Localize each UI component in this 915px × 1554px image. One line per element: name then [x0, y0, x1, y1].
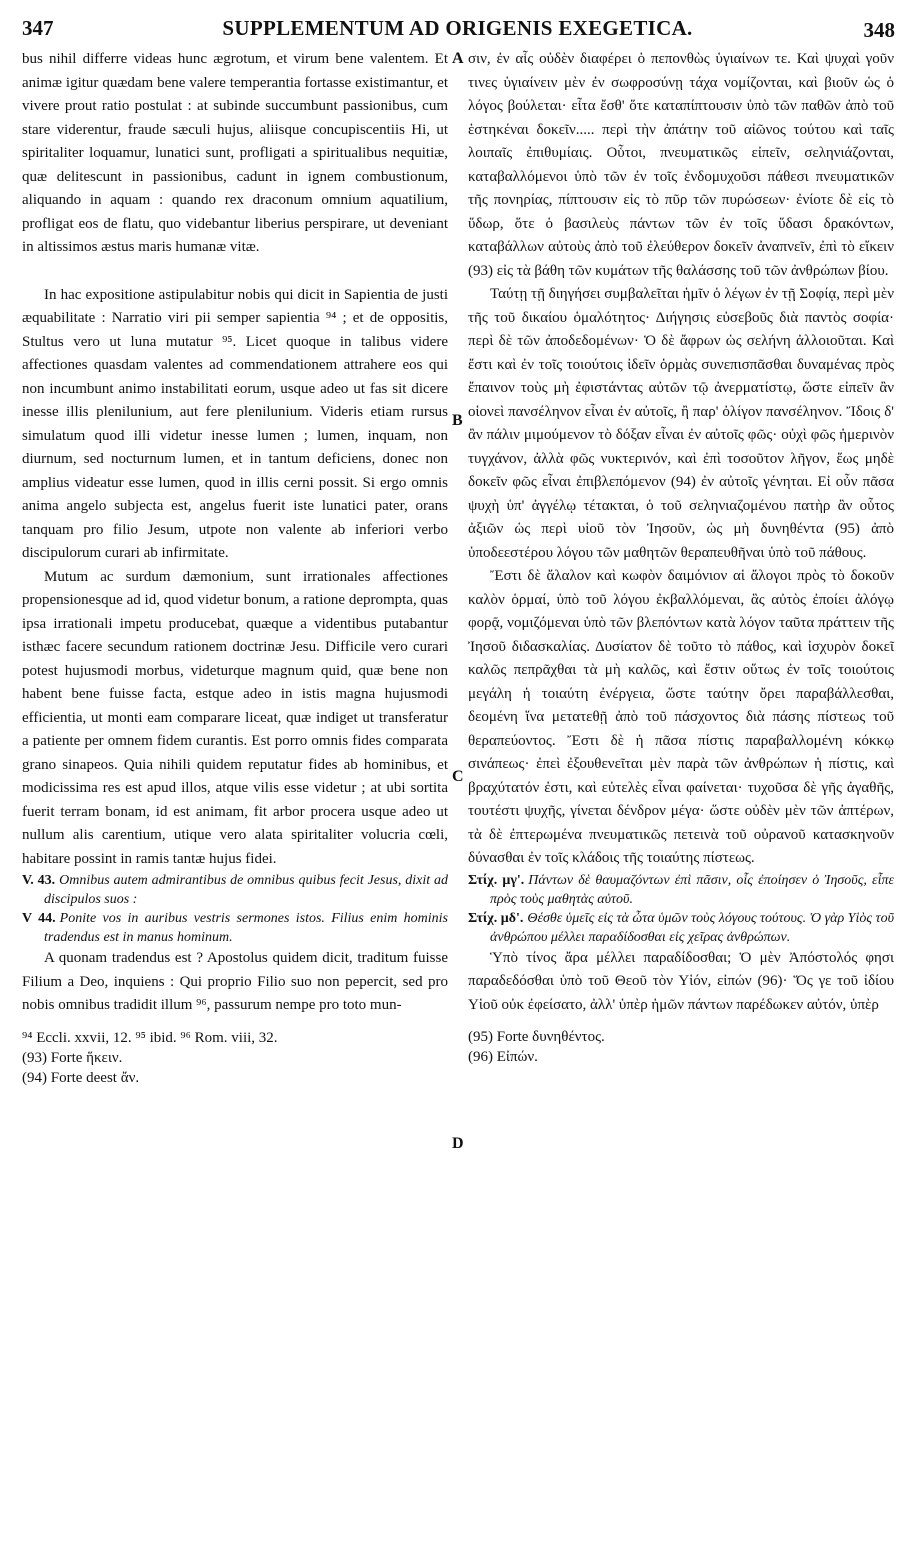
- greek-verse-44: [468, 909, 894, 947]
- greek-paragraph-1: σιν, ἐν αἷς οὐδὲν διαφέρει ὁ πεπονθὼς ὑγιαίνων τε. Καὶ ψυχαὶ γοῦν τινες ὑγιαίνειν μὲν ἐν σωφροσύνῃ τάχα νομίζονται, καὶ βιοῦν ὡς ὁ λόγος βούλεται· εἶτα ἔσθ' ὅτε καταπίπτουσιν ὑπὸ τῶν παθῶν ἀπὸ τοῦ ἑστηκέναι δοκεῖν..... περὶ τὴν ἀπάτην τοῦ αἰῶνος τούτου καὶ ταῖς λοιπαῖς ἐπιθυμίαις. Οὗτοι, πνευματικῶς εἰπεῖν, σεληνιάζονται, καταβαλλόμενοι ὑπὸ τῶν ἐν τοῖς ἐνδομυχοῦσι πάθεσι πνευματικῶν τῆς πονηρίας, πίπτουσιν εἰς τὸ πῦρ τῶν πυρώσεων· ἐνίοτε δὲ εἰς τὸ ὕδωρ, ὅτε ὁ βασιλεὺς πάντων τῶν ἐν τοῖς ὕδασι δρακόντων, καταβάλλων αὐτοὺς ἀπὸ τοῦ ἐλεύθερον δοκεῖν ἀναπνεῖν, ἐπὶ τὸ εἴκειν (93) εἰς τὰ βάθη τῶν κυμάτων τῆς θαλάσσης τοῦ τῶν ἀνθρώπων βίου.: [468, 51, 894, 279]
- margin-marker-c: C: [452, 768, 464, 785]
- footnote-96: (96) Εἰπών.: [468, 1049, 538, 1065]
- latin-paragraph-4: A quonam tradendus est ? Apostolus quidem dicit, traditum fuisse Filium a Deo, inquiens : Qui proprio Filio suo non pepercit, sed pro nobis omnibus tradidit illum ⁹⁶, passurum nempe pro toto mun-: [22, 950, 448, 1013]
- running-title: SUPPLEMENTUM AD ORIGENIS EXEGETICA.: [222, 16, 693, 40]
- latin-verse-43-number: V. 43.: [22, 873, 56, 888]
- latin-footnotes: [22, 1028, 448, 1088]
- latin-verse-44: [22, 909, 448, 947]
- page-number-left: 347: [22, 16, 54, 40]
- greek-paragraph-3: Ἔστι δὲ ἄλαλον καὶ κωφὸν δαιμόνιον αἱ ἄλογοι πρὸς τὸ δοκοῦν καλὸν ὁρμαί, ὑπὸ τοῦ λόγου ἐκβαλλόμεναι, ἃς αὐτὸς ἐποίει ἀλόγῳ φορᾷ, νομιζόμεναι ὑπὸ τῶν βλεπόντων κατὰ λόγον ταῦτα πράττειν τῆς Ἰησοῦ διδασκαλίας. Δυσίατον δὲ τοῦτο τὸ πάθος, καὶ ἰσχυρὸν δοκεῖ καλῶς πεπρᾶχθαι τὰ μὴ καλῶς, καὶ ἔστιν οὕτως ἐν τοῖς τοιούτοις μεγάλη ἡ τοιαύτη ἐνέργεια, ὥστε ταύτην ὄρει παραβάλλεσθαι, δεομένη ἵνα μετατεθῇ ἀπὸ τοῦ πάσχοντος διὰ πάσης πίστεως τοῦ θεραπεύοντος. Ἔστι δὲ ἡ πᾶσα πίστις παραβαλλομένη κόκκῳ σινάπεως· ἐπεὶ ἐξουθενεῖται μὲν παρὰ τῶν ἀνθρώπων ἡ πίστις, καὶ βραχύτατόν ἐστι, καὶ εὐτελὲς εἶναι φαίνεται· τυχοῦσα δὲ γῆς ἀγαθῆς, τουτέστι ψυχῆς, γίνεται δένδρον μέγα· ὥστε οὐδὲν μὲν τῶν ἀπτέρων, τὰ δὲ ἐπτερωμένα πνευματικῶς πετεινὰ τοῦ οὐρανοῦ κατασκηνοῦν δύνασθαι ἐν τοῖς κλάδοις τῆς τοιαύτης πίστεως.: [468, 568, 894, 866]
- latin-verse-44-text: Ponite vos in auribus vestris sermones istos. Filius enim hominis tradendus est in manus hominum.: [44, 911, 448, 945]
- greek-verse-44-text: Θέσθε ὑμεῖς εἰς τὰ ὦτα ὑμῶν τοὺς λόγους τούτους. Ὁ γὰρ Υἱὸς τοῦ ἀνθρώπου μέλλει παραδίδοσθαι εἰς χεῖρας ἀνθρώπων.: [490, 910, 894, 945]
- scripture-references: ⁹⁴ Eccli. xxvii, 12. ⁹⁵ ibid. ⁹⁶ Rom. viii, 32.: [22, 1029, 278, 1046]
- margin-marker-a: A: [452, 50, 464, 67]
- greek-footnotes: [468, 1027, 894, 1067]
- margin-marker-d: D: [452, 1135, 464, 1152]
- page-number-right: 348: [863, 18, 895, 42]
- latin-column: [22, 48, 448, 1088]
- greek-verse-43: [468, 871, 894, 909]
- greek-paragraph-4: Ὑπὸ τίνος ἄρα μέλλει παραδίδοσθαι; Ὁ μὲν Ἀπόστολός φησι παραδεδόσθαι ὑπὸ τοῦ Θεοῦ τὸν Υἱόν, εἰπών (96)· Ὅς γε τοῦ ἰδίου Υἱοῦ οὐκ ἐφείσατο, ἀλλ' ὑπὲρ ἡμῶν πάντων παρέδωκεν αὐτόν, ὑπὲρ: [468, 949, 894, 1013]
- latin-paragraph-3: Mutum ac surdum dæmonium, sunt irrationales affectiones propensionesque ad id, quod videtur bonum, a ratione deprompta, quas ipsa irrationali impetu producebat, quæque a videntibus putabantur isthæc facere secundum rationem doctrinæ Jesu. Difficile vero curari potest hujusmodi morbus, videturque magnum quid, quæ bene non habent bene fuisse facta, estque adeo in istis magna hujusmodi efficientia, ut monti eam comparare liceat, quæ indiget ut transferatur a patiente per omnem fidem curantis. Est porro omnis fides comparata grano sinapeos. Quia nihili quidem reputatur fides ab hominibus, et modicissima res est apud illos, atque vilis esse videtur ; at ubi sortita fuerit terram bonam, id est animam, fit arbor procera usque adeo ut nullum alis carentium, utique vero alata spiritaliter volucria cœli, habitare possint in ramis tantæ hujus fidei.: [22, 568, 448, 867]
- latin-verse-43-text: Omnibus autem admirantibus de omnibus quibus fecit Jesus, dixit ad discipulos suos :: [44, 873, 448, 907]
- running-header: [0, 14, 915, 44]
- greek-paragraph-2: Ταύτῃ τῇ διηγήσει συμβαλεῖται ἡμῖν ὁ λέγων ἐν τῇ Σοφίᾳ, περὶ μὲν τῆς τοῦ δικαίου ὁμαλότητος· Διήγησις εὐσεβοῦς διὰ παντὸς σοφία· περὶ δὲ τῶν ἀποδεδομένων· Ὁ δὲ ἄφρων ὡς σελήνη ἀλλοιοῦται. Καὶ ἔστι καὶ ἐν τοῖς τοιούτοις ἰδεῖν ὁρμὰς συνεπισπᾶσθαι δυναμένας πρὸς ἔπαινον τοὺς μὴ ἐφιστάντας αὐτῶν τῷ ἀνερματίστῳ, ὥστε εἰπεῖν ἂν οἱονεὶ πανσέληνον εἶναι ἐν αὐτοῖς, ἢ παρ' ὀλίγον πανσέληνον. Ἴδοις δ' ἂν πάλιν μιμούμενον τὸ δόξαν εἶναι ἐν αὐτοῖς φῶς· οὐχὶ φῶς ἡμερινὸν τυγχάνον, ἀλλὰ φῶς νυκτερινόν, καὶ ἐπὶ τοσοῦτον λῆγον, ἕως μηδὲ δοκεῖν φῶς εἶναι ἐπιβλεπόμενον (94) ἐν αὐτοῖς γένηται. Εἰ οὖν πᾶσα ψυχὴ ὑπ' ἀγγέλῳ τέτακται, ὁ τοῦ σεληνιαζομένου πατὴρ ἂν οὗτος ἀξιῶν ὡς περὶ υἱοῦ τὸν Ἰησοῦν, ὡς μὴ δυνηθέντα (95) ἀπὸ ὑποδεεστέρου λόγου τῶν μαθητῶν θεραπευθῆναι ὑπὸ τοῦ πάθους.: [468, 286, 894, 561]
- latin-paragraph-1: bus nihil differre videas hunc ægrotum, et virum bene valentem. Et animæ igitur quædam bene valere temperantia fortasse existimantur, et vivere prout ratio postulat : at subinde succumbunt passionibus, cum stare viderentur, fraude sæculi hujus, aliisque concupiscentiis Hi, ut spiritaliter loquamur, lunatici sunt, profligati a spiritualibus nequitiæ, quæ delitescunt in passionibus, cadunt in ignem combustionum, aliquando in aquam : quando rex draconum omnium aquatilium, profligat eos de flatu, quo videbantur liberius perspirare, ut deveniant in altissimos æstus maris humanæ vitæ.: [22, 51, 448, 255]
- footnote-94: (94) Forte deest ἄν.: [22, 1069, 140, 1086]
- greek-verse-43-text: Πάντων δὲ θαυμαζόντων ἐπὶ πᾶσιν, οἷς ἐποίησεν ὁ Ἰησοῦς, εἶπε πρὸς τοὺς μαθητὰς αὐτοῦ.: [490, 872, 894, 907]
- latin-verse-44-number: V 44.: [22, 911, 56, 926]
- greek-verse-44-number: Στίχ. μδ'.: [468, 910, 524, 926]
- footnote-93: (93) Forte ἥκειν.: [22, 1049, 123, 1066]
- greek-verse-43-number: Στίχ. μγ'.: [468, 872, 525, 888]
- margin-marker-b: B: [452, 412, 463, 429]
- latin-verse-43: [22, 871, 448, 909]
- greek-column: [468, 48, 894, 1067]
- latin-paragraph-2: In hac expositione astipulabitur nobis qui dicit in Sapientia de justi æquabilitate : Narratio viri pii semper sapientia ⁹⁴ ; et de oppositis, Stultus vero ut luna mutatur ⁹⁵. Licet quoque in talibus videre affectiones quasdam valentes ad commendationem attrahere eos qui non incumbunt animo instabilitati eorum, usque adeo ut fas sit dicere inesse illis plenilunium, aut fere plenilunium. Videris etiam rursus simulatum quod illi videtur inesse lumen ; lumen, inquam, non diurnum, sed nocturnum lumen, et in tantum deficiens, donec non amplius videatur esse lumen, quod in illis cerni possit. Si ergo omnis anima angelo subjecta est, angelus fuerit iste lunatici pater, orans tanquam pro filio Jesum, utpote non valente ab inferiori verbo discipulorum curari ab infirmitate.: [22, 286, 448, 561]
- footnote-95: (95) Forte δυνηθέντος.: [468, 1029, 605, 1045]
